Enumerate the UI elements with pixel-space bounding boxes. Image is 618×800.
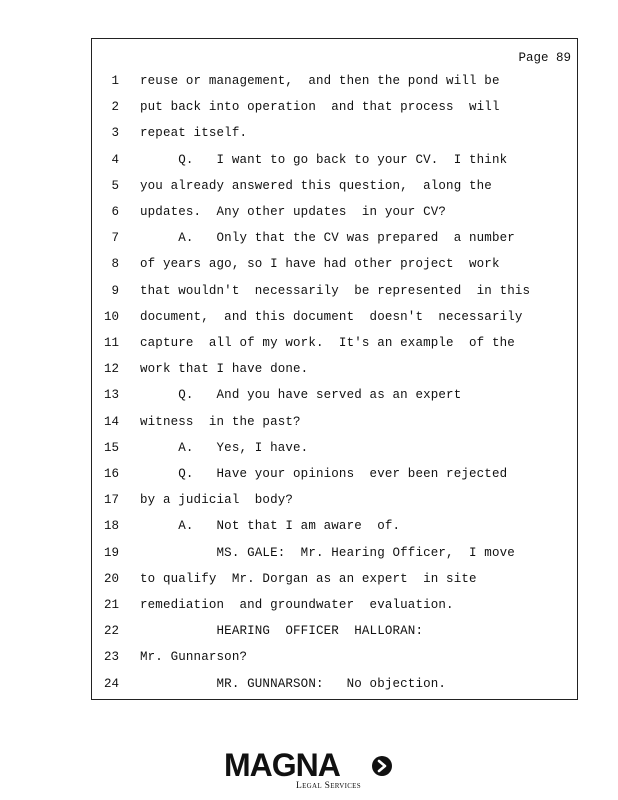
- transcript-line: [92, 123, 577, 143]
- transcript-line: [92, 150, 577, 170]
- line-text: A. Only that the CV was prepared a number: [140, 231, 515, 246]
- transcript-line: [92, 621, 577, 641]
- line-number: 9: [111, 283, 119, 298]
- line-number: 21: [103, 598, 119, 612]
- line-number: 16: [103, 467, 119, 481]
- line-number: 20: [103, 571, 119, 586]
- line-text: MR. GUNNARSON: No objection.: [140, 676, 447, 691]
- transcript-line: [92, 176, 577, 196]
- line-number: 14: [103, 414, 119, 429]
- line-number: 10: [103, 309, 119, 324]
- line-text: HEARING OFFICER HALLORAN:: [140, 624, 424, 639]
- line-number: 5: [111, 178, 119, 193]
- line-number: 1: [111, 74, 119, 88]
- transcript-line: [92, 438, 577, 458]
- line-number: 17: [103, 493, 119, 508]
- line-number: 13: [103, 388, 119, 403]
- transcript-line: [92, 281, 577, 301]
- transcript-line: [92, 97, 577, 117]
- line-text: Q. I want to go back to your CV. I think: [140, 152, 508, 167]
- line-text: document, and this document doesn't necessarily: [140, 309, 523, 324]
- transcript-line: [92, 71, 577, 91]
- line-text: MS. GALE: Mr. Hearing Officer, I move: [140, 545, 515, 560]
- line-text: of years ago, so I have had other project work: [140, 257, 500, 272]
- transcript-line: [92, 674, 577, 694]
- line-number: 6: [111, 205, 119, 219]
- line-text: repeat itself.: [140, 126, 248, 141]
- line-text: reuse or management, and then the pond will be: [140, 74, 500, 88]
- line-number: 11: [103, 336, 119, 350]
- transcript-line: [92, 569, 577, 589]
- line-number: 18: [103, 519, 119, 534]
- transcript-line: [92, 490, 577, 510]
- transcript-line: [92, 202, 577, 222]
- line-text: you already answered this question, along the: [140, 178, 492, 193]
- line-number: 3: [111, 126, 119, 141]
- line-number: 22: [103, 624, 119, 639]
- page-number: Page 89: [518, 51, 571, 65]
- magna-logo: [224, 748, 396, 792]
- line-text: work that I have done.: [140, 362, 309, 377]
- transcript-line: [92, 228, 577, 248]
- line-text: Q. Have your opinions ever been rejected: [140, 467, 508, 481]
- line-number: 23: [103, 650, 119, 665]
- line-number: 15: [103, 440, 119, 455]
- line-number: 19: [103, 545, 119, 560]
- transcript-line: [92, 647, 577, 667]
- transcript-line: [92, 464, 577, 484]
- line-text: put back into operation and that process will: [140, 100, 500, 115]
- transcript-line: [92, 595, 577, 615]
- line-number: 8: [111, 257, 119, 272]
- line-number: 24: [103, 676, 119, 691]
- transcript-line: [92, 254, 577, 274]
- transcript-line: [92, 307, 577, 327]
- line-text: to qualify Mr. Dorgan as an expert in site: [140, 571, 477, 586]
- line-text: A. Not that I am aware of.: [140, 519, 401, 534]
- logo-subtext: Legal Services: [296, 781, 361, 791]
- line-text: by a judicial body?: [140, 493, 294, 508]
- line-number: 4: [111, 152, 119, 167]
- transcript-page: [91, 38, 578, 700]
- line-text: that wouldn't necessarily be represented in this: [140, 283, 531, 298]
- line-text: Mr. Gunnarson?: [140, 650, 248, 665]
- line-text: Q. And you have served as an expert: [140, 388, 462, 403]
- line-number: 2: [111, 100, 119, 115]
- transcript-line: [92, 543, 577, 563]
- line-text: capture all of my work. It's an example of the: [140, 336, 515, 350]
- transcript-line: [92, 516, 577, 536]
- line-text: updates. Any other updates in your CV?: [140, 205, 447, 219]
- line-text: A. Yes, I have.: [140, 440, 309, 455]
- transcript-line: [92, 333, 577, 353]
- chevron-right-circle-icon: [372, 756, 392, 776]
- line-number: 7: [111, 231, 119, 246]
- logo-wordmark: MAGNA: [224, 747, 340, 783]
- transcript-line: [92, 359, 577, 379]
- transcript-line: [92, 385, 577, 405]
- line-text: witness in the past?: [140, 414, 301, 429]
- line-text: remediation and groundwater evaluation.: [140, 598, 454, 612]
- transcript-line: [92, 412, 577, 432]
- line-number: 12: [103, 362, 119, 377]
